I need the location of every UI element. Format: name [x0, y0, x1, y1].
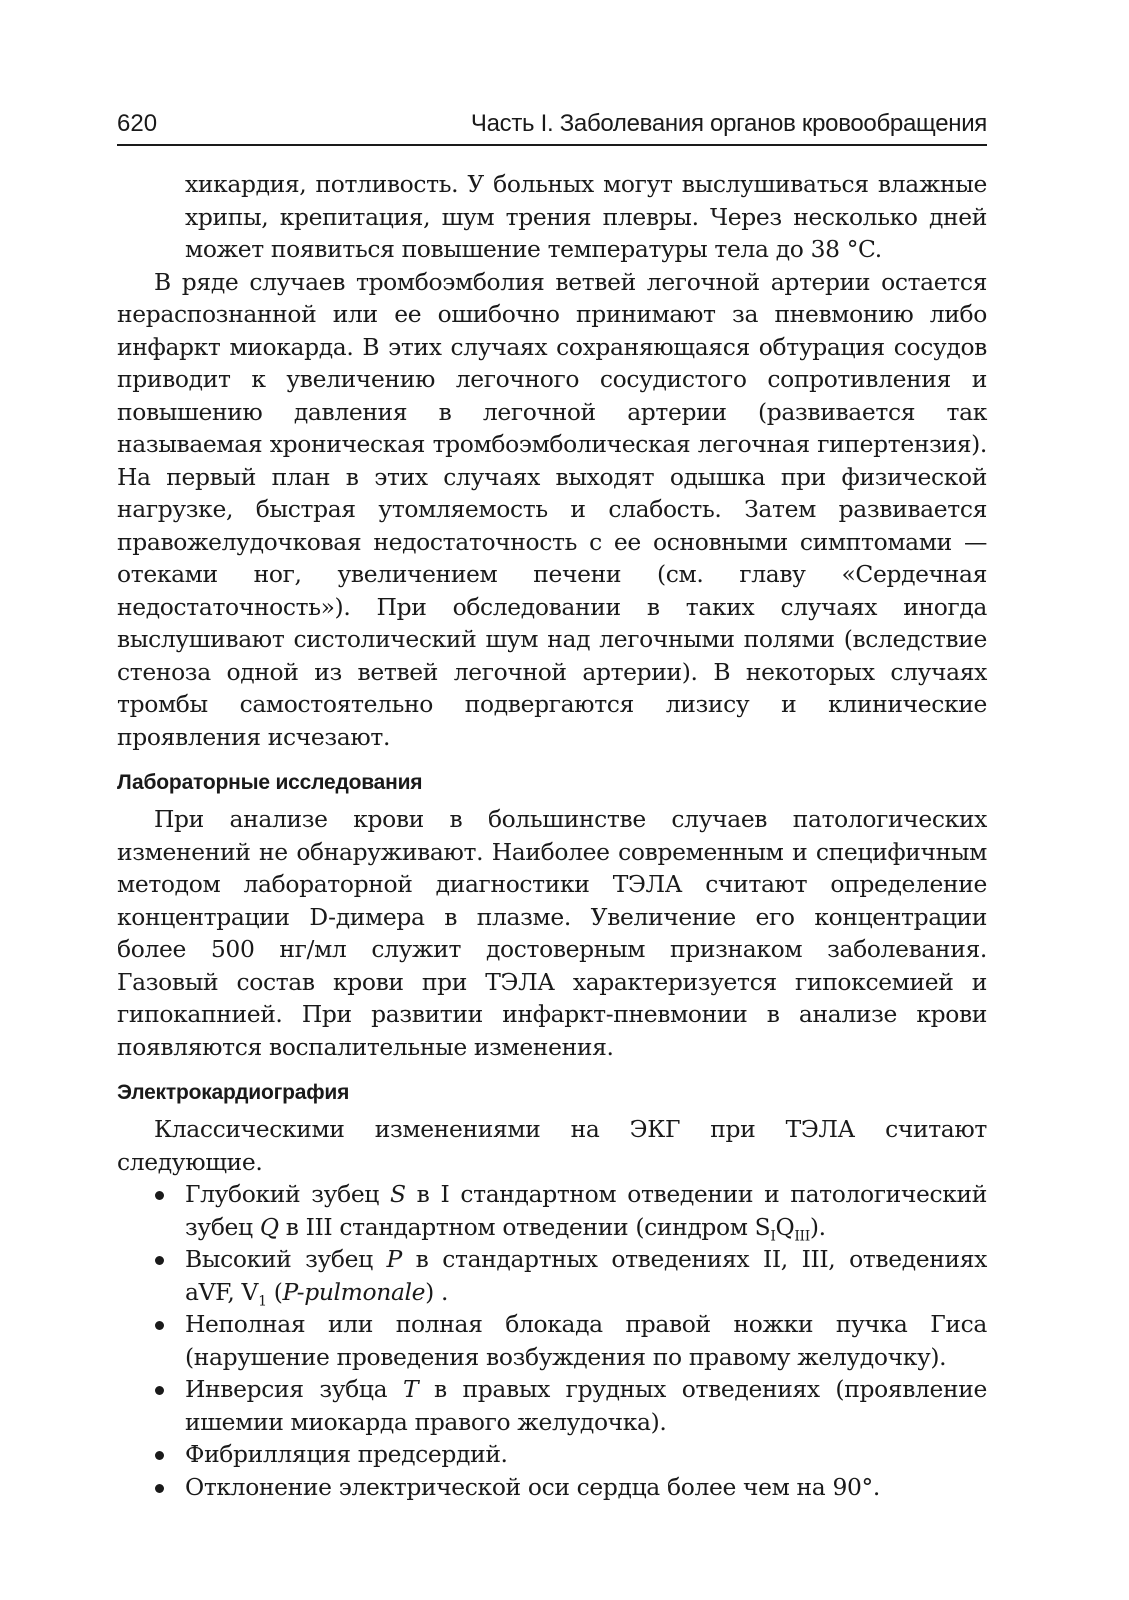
list-item: Высокий зубец P в стандартных отведениях II, III, отведениях aVF, $V_1$ (P-pulmonale) . — [117, 1243, 987, 1308]
list-item: Неполная или полная блокада правой ножки пучка Гиса (нарушение проведения возбуждения по правому желудочку). — [117, 1308, 987, 1373]
bullet-icon — [155, 1321, 164, 1330]
bullet-continuation-text: хикардия, потливость. У больных могут выслушиваться влажные хрипы, крепитация, шум трения плевры. Через несколько дней может появиться повышение температуры тела до 38 °C. — [185, 170, 987, 263]
list-item: Фибрилляция предсердий. — [117, 1438, 987, 1471]
bullet-icon — [155, 1191, 164, 1200]
paragraph-lab-tests: При анализе крови в большинстве случаев патологических изменений не обнаруживают. Наиболее современным и специфичным методом лабораторной диагностики ТЭЛА считают определение концентрации D-димера в плазме. Увеличение его концентрации более 500 нг/мл служит достоверным признаком заболевания. Газовый состав крови при ТЭЛА характеризуется гипоксемией и гипокапнией. При развитии инфаркт-пневмонии в анализе крови появляются воспалительные изменения. — [117, 805, 987, 1061]
bullet-icon — [155, 1484, 164, 1493]
list-item: Отклонение электрической оси сердца более чем на 90°. — [117, 1471, 987, 1504]
page-number: 620 — [117, 110, 158, 137]
page-header — [117, 108, 987, 146]
heading-lab-tests: Лабораторные исследования — [117, 771, 423, 794]
heading-ecg: Электрокардиография — [117, 1081, 350, 1104]
ecg-findings-list — [117, 1178, 987, 1503]
paragraph-ecg-intro: Классическими изменениями на ЭКГ при ТЭЛА считают следующие. — [117, 1115, 987, 1176]
bullet-icon — [155, 1451, 164, 1460]
list-item: Инверсия зубца T в правых грудных отведениях (проявление ишемии миокарда правого желудочка). — [117, 1373, 987, 1438]
bullet-icon — [155, 1256, 164, 1265]
bullet-icon — [155, 1386, 164, 1395]
list-item: Глубокий зубец S в I стандартном отведении и патологический зубец Q в III стандартном отведении (синдром $S_IQ_{III}$). — [117, 1178, 987, 1243]
paragraph-chronic-teph: В ряде случаев тромбоэмболия ветвей легочной артерии остается нераспознанной или ее ошибочно принимают за пневмонию либо инфаркт миокарда. В этих случаях сохраняющаяся обтурация сосудов приводит к увеличению легочного сосудистого сопротивления и повышению давления в легочной артерии (развивается так называемая хроническая тромбоэмболическая легочная гипертензия). На первый план в этих случаях выходят одышка при физической нагрузке, быстрая утомляемость и слабость. Затем развивается правожелудочковая недостаточность с ее основными симптомами — отеками ног, увеличением печени (см. главу «Сердечная недостаточность»). При обследовании в таких случаях иногда выслушивают систолический шум над легочными полями (вследствие стеноза одной из ветвей легочной артерии). В некоторых случаях тромбы самостоятельно подвергаются лизису и клинические проявления исчезают. — [117, 267, 987, 751]
running-title: Часть I. Заболевания органов кровообращения — [470, 110, 987, 137]
page-content — [117, 168, 987, 1503]
